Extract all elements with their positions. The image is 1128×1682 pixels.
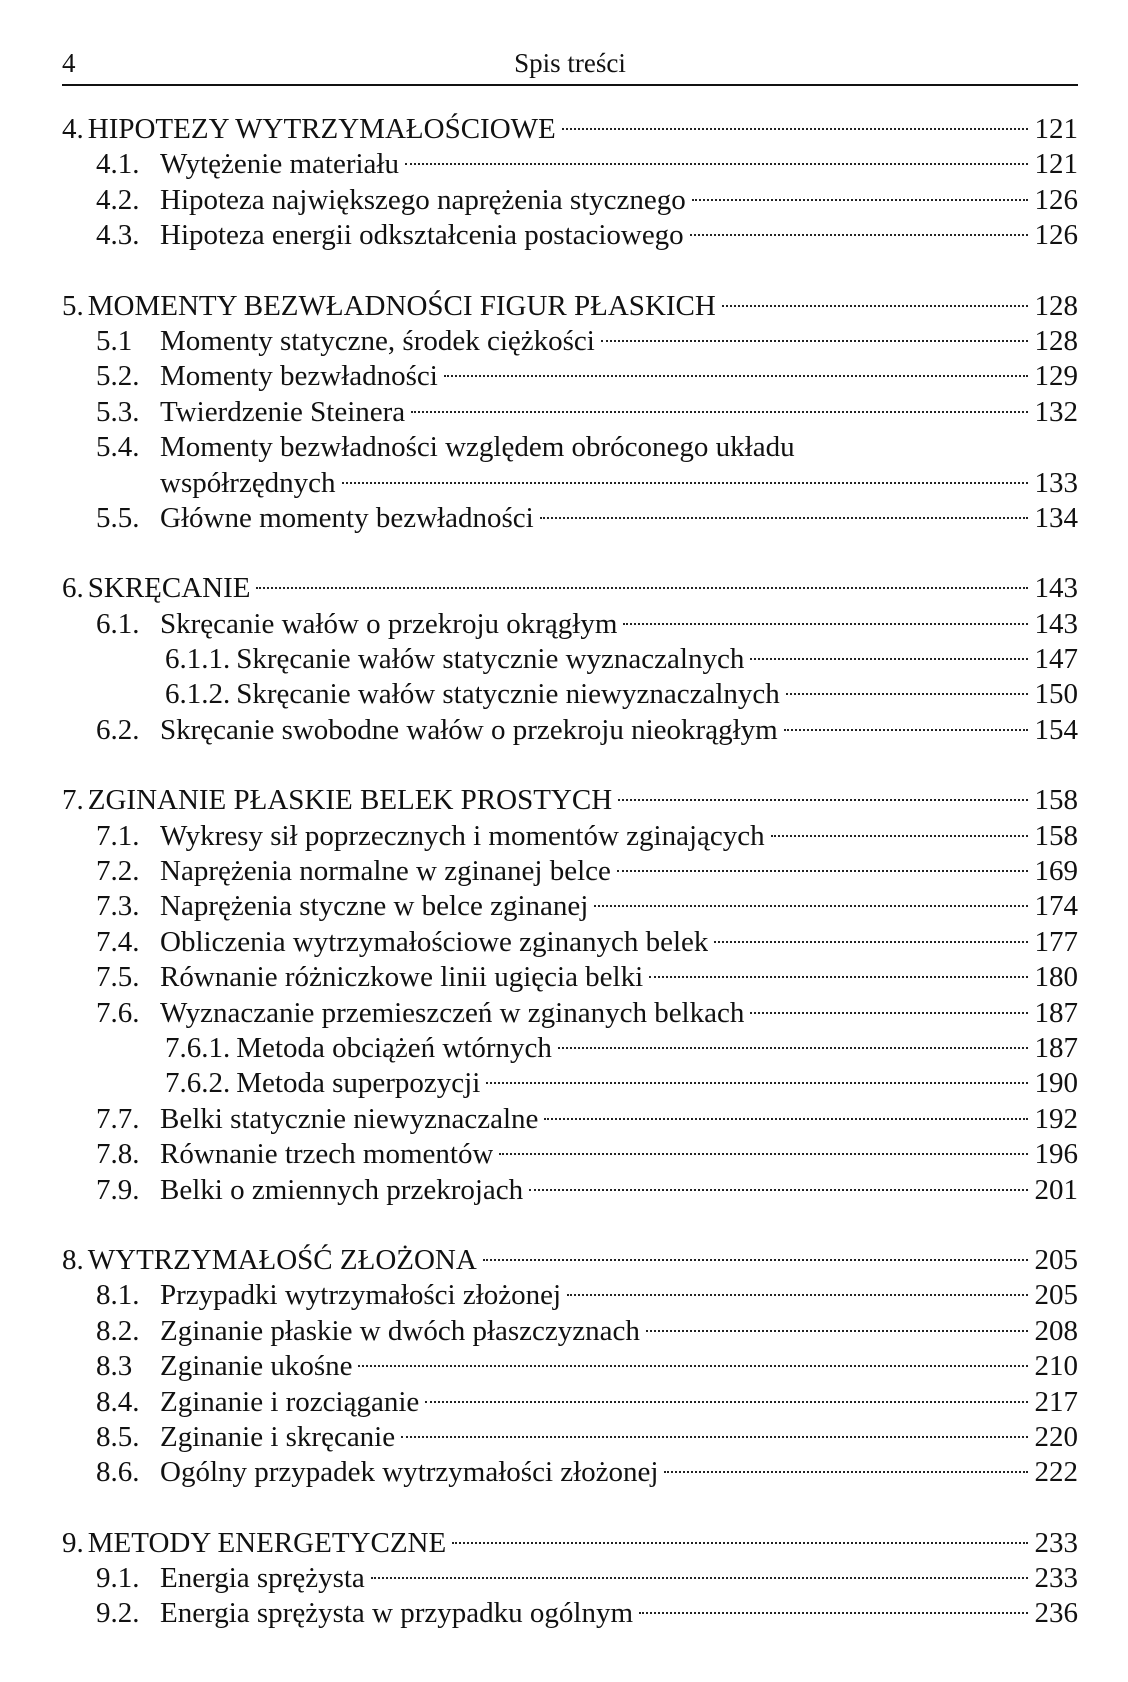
entry-title: Zginanie płaskie w dwóch płaszczyznach bbox=[160, 1314, 640, 1347]
dot-leader bbox=[405, 163, 1028, 165]
toc-entry bbox=[62, 996, 1078, 1031]
toc-entry bbox=[62, 1420, 1078, 1455]
entry-page: 233 bbox=[1034, 1526, 1078, 1559]
entry-page: 154 bbox=[1034, 713, 1078, 746]
entry-page: 205 bbox=[1034, 1243, 1078, 1276]
entry-number: 8.5. bbox=[96, 1420, 140, 1453]
entry-page: 174 bbox=[1034, 890, 1078, 923]
entry-page: 128 bbox=[1034, 289, 1078, 322]
entry-number: 7.8. bbox=[96, 1138, 140, 1171]
chapter-heading bbox=[62, 289, 1078, 324]
toc-entry bbox=[62, 359, 1078, 394]
entry-page: 190 bbox=[1034, 1067, 1078, 1100]
chapter-block bbox=[62, 289, 1078, 537]
toc-entry bbox=[62, 607, 1078, 642]
entry-page: 233 bbox=[1034, 1562, 1078, 1595]
entry-page: 192 bbox=[1034, 1102, 1078, 1135]
entry-title: Zginanie i rozciąganie bbox=[160, 1385, 420, 1418]
entry-number: 6.1.1. bbox=[165, 643, 231, 676]
entry-title: Hipoteza największego naprężenia stycznego bbox=[160, 183, 686, 216]
toc-entry bbox=[62, 1596, 1078, 1631]
entry-page: 134 bbox=[1034, 501, 1078, 534]
dot-leader bbox=[411, 411, 1028, 413]
entry-title: WYTRZYMAŁOŚĆ ZŁOŻONA bbox=[87, 1243, 477, 1276]
entry-page: 187 bbox=[1034, 1031, 1078, 1064]
dot-leader bbox=[618, 799, 1028, 801]
entry-number: 5.3. bbox=[96, 395, 140, 428]
entry-number: 8.4. bbox=[96, 1385, 140, 1418]
entry-title: Przypadki wytrzymałości złożonej bbox=[160, 1279, 562, 1312]
toc-entry bbox=[62, 218, 1078, 253]
entry-title: Obliczenia wytrzymałościowe zginanych belek bbox=[160, 925, 709, 958]
entry-page: 133 bbox=[1034, 466, 1078, 499]
toc-entry bbox=[62, 677, 1078, 712]
dot-leader bbox=[623, 623, 1028, 625]
toc-entry bbox=[62, 501, 1078, 536]
entry-title: SKRĘCANIE bbox=[87, 572, 251, 605]
entry-page: 129 bbox=[1034, 360, 1078, 393]
dot-leader bbox=[784, 729, 1028, 731]
dot-leader bbox=[594, 905, 1028, 907]
entry-number: 7.6. bbox=[96, 996, 140, 1029]
entry-page: 158 bbox=[1034, 819, 1078, 852]
dot-leader bbox=[486, 1082, 1028, 1084]
entry-page: 205 bbox=[1034, 1279, 1078, 1312]
entry-page: 158 bbox=[1034, 784, 1078, 817]
entry-title: Wykresy sił poprzecznych i momentów zginających bbox=[160, 819, 765, 852]
entry-title: METODY ENERGETYCZNE bbox=[87, 1526, 447, 1559]
entry-page: 132 bbox=[1034, 395, 1078, 428]
entry-page: 143 bbox=[1034, 607, 1078, 640]
toc-entry-continuation bbox=[62, 466, 1078, 501]
entry-page: 217 bbox=[1034, 1385, 1078, 1418]
entry-number: 8. bbox=[62, 1243, 84, 1276]
toc-entry bbox=[62, 642, 1078, 677]
dot-leader bbox=[256, 587, 1028, 589]
entry-number: 7.4. bbox=[96, 925, 140, 958]
dot-leader bbox=[617, 870, 1028, 872]
entry-number: 7.6.2. bbox=[165, 1067, 231, 1100]
entry-title: Hipoteza energii odkształcenia postaciowego bbox=[160, 219, 684, 252]
entry-title: HIPOTEZY WYTRZYMAŁOŚCIOWE bbox=[87, 113, 556, 145]
toc-entry bbox=[62, 1278, 1078, 1313]
entry-number: 6.1.2. bbox=[165, 678, 231, 711]
entry-page: 196 bbox=[1034, 1138, 1078, 1171]
entry-number: 7. bbox=[62, 784, 84, 817]
dot-leader bbox=[401, 1436, 1028, 1438]
entry-title: Skręcanie wałów o przekroju okrągłym bbox=[160, 607, 618, 640]
entry-number: 9.1. bbox=[96, 1562, 140, 1595]
entry-number: 4.1. bbox=[96, 148, 140, 181]
entry-title: Belki o zmiennych przekrojach bbox=[160, 1173, 524, 1206]
entry-number: 7.5. bbox=[96, 961, 140, 994]
entry-title: Równanie trzech momentów bbox=[160, 1138, 494, 1171]
toc-entry bbox=[62, 395, 1078, 430]
dot-leader bbox=[664, 1471, 1028, 1473]
chapter-block bbox=[62, 112, 1078, 254]
entry-number: 7.7. bbox=[96, 1102, 140, 1135]
entry-number: 5.1 bbox=[96, 324, 133, 357]
dot-leader bbox=[371, 1577, 1028, 1579]
toc-entry bbox=[62, 819, 1078, 854]
toc-entry bbox=[62, 1102, 1078, 1137]
dot-leader bbox=[540, 517, 1028, 519]
dot-leader bbox=[425, 1401, 1028, 1403]
entry-number: 4.3. bbox=[96, 219, 140, 252]
chapter-block bbox=[62, 783, 1078, 1208]
toc-entry bbox=[62, 960, 1078, 995]
entry-page: 222 bbox=[1034, 1456, 1078, 1489]
entry-number: 6. bbox=[62, 572, 84, 605]
dot-leader bbox=[483, 1259, 1028, 1261]
dot-leader bbox=[646, 1330, 1028, 1332]
entry-page: 121 bbox=[1034, 148, 1078, 181]
entry-number: 5.4. bbox=[96, 431, 140, 464]
entry-number: 8.3 bbox=[96, 1350, 133, 1383]
dot-leader bbox=[750, 1012, 1028, 1014]
dot-leader bbox=[544, 1118, 1028, 1120]
entry-number: 6.1. bbox=[96, 607, 140, 640]
page-header bbox=[62, 48, 1078, 86]
toc-entry bbox=[62, 1561, 1078, 1596]
entry-title: ZGINANIE PŁASKIE BELEK PROSTYCH bbox=[87, 784, 613, 817]
entry-title: Momenty bezwładności bbox=[160, 360, 438, 393]
dot-leader bbox=[342, 482, 1028, 484]
toc-entry bbox=[62, 1173, 1078, 1208]
dot-leader bbox=[786, 693, 1028, 695]
entry-page: 143 bbox=[1034, 572, 1078, 605]
entry-number: 9.2. bbox=[96, 1597, 140, 1630]
toc-entry bbox=[62, 183, 1078, 218]
toc-entry bbox=[62, 889, 1078, 924]
toc-entry bbox=[62, 925, 1078, 960]
entry-page: 126 bbox=[1034, 219, 1078, 252]
entry-title: Skręcanie wałów statycznie wyznaczalnych bbox=[236, 643, 745, 676]
entry-title: Zginanie i skręcanie bbox=[160, 1420, 396, 1453]
dot-leader bbox=[567, 1294, 1028, 1296]
dot-leader bbox=[562, 128, 1028, 130]
entry-page: 187 bbox=[1034, 996, 1078, 1029]
entry-page: 201 bbox=[1034, 1173, 1078, 1206]
chapter-heading bbox=[62, 1526, 1078, 1561]
dot-leader bbox=[692, 199, 1028, 201]
entry-number: 5.2. bbox=[96, 360, 140, 393]
chapter-heading bbox=[62, 1243, 1078, 1278]
toc-entry-first-line bbox=[62, 430, 1078, 465]
toc-entry bbox=[62, 1455, 1078, 1490]
entry-title: Metoda superpozycji bbox=[236, 1067, 481, 1100]
chapter-block bbox=[62, 1526, 1078, 1632]
entry-title: Naprężenia normalne w zginanej belce bbox=[160, 855, 611, 888]
chapter-heading bbox=[62, 783, 1078, 818]
entry-title: Twierdzenie Steinera bbox=[160, 395, 406, 428]
dot-leader bbox=[771, 835, 1028, 837]
toc-entry bbox=[62, 1314, 1078, 1349]
entry-title: Naprężenia styczne w belce zginanej bbox=[160, 890, 589, 923]
dot-leader bbox=[714, 941, 1028, 943]
toc-entry bbox=[62, 1066, 1078, 1101]
toc-entry bbox=[62, 1349, 1078, 1384]
entry-page: 128 bbox=[1034, 324, 1078, 357]
dot-leader bbox=[499, 1153, 1028, 1155]
dot-leader bbox=[750, 658, 1028, 660]
entry-page: 210 bbox=[1034, 1350, 1078, 1383]
dot-leader bbox=[690, 234, 1028, 236]
entry-number: 4. bbox=[62, 113, 84, 145]
entry-page: 147 bbox=[1034, 643, 1078, 676]
entry-page: 177 bbox=[1034, 925, 1078, 958]
chapter-block bbox=[62, 571, 1078, 748]
entry-number: 7.9. bbox=[96, 1173, 140, 1206]
entry-title: Momenty statyczne, środek ciężkości bbox=[160, 324, 595, 357]
table-of-contents bbox=[62, 112, 1078, 1667]
entry-number: 7.6.1. bbox=[165, 1031, 231, 1064]
chapter-heading bbox=[62, 571, 1078, 606]
entry-number: 6.2. bbox=[96, 713, 140, 746]
entry-number: 5.5. bbox=[96, 501, 140, 534]
entry-title: Główne momenty bezwładności bbox=[160, 501, 534, 534]
entry-number: 4.2. bbox=[96, 183, 140, 216]
entry-title: Momenty bezwładności względem obróconego układu bbox=[160, 431, 795, 464]
entry-number: 5. bbox=[62, 289, 84, 322]
entry-number: 7.3. bbox=[96, 890, 140, 923]
entry-title-continuation: współrzędnych bbox=[160, 466, 336, 499]
entry-page: 121 bbox=[1034, 113, 1078, 145]
entry-page: 220 bbox=[1034, 1420, 1078, 1453]
entry-title: Skręcanie swobodne wałów o przekroju nieokrągłym bbox=[160, 713, 778, 746]
entry-page: 208 bbox=[1034, 1314, 1078, 1347]
entry-title: Wytężenie materiału bbox=[160, 148, 399, 181]
dot-leader bbox=[649, 976, 1028, 978]
entry-title: Wyznaczanie przemieszczeń w zginanych belkach bbox=[160, 996, 745, 1029]
dot-leader bbox=[358, 1365, 1028, 1367]
entry-title: Skręcanie wałów statycznie niewyznaczalnych bbox=[236, 678, 780, 711]
running-title: Spis treści bbox=[514, 48, 626, 78]
toc-entry bbox=[62, 147, 1078, 182]
toc-entry bbox=[62, 1137, 1078, 1172]
dot-leader bbox=[529, 1189, 1028, 1191]
entry-number: 8.2. bbox=[96, 1314, 140, 1347]
entry-title: Belki statycznie niewyznaczalne bbox=[160, 1102, 539, 1135]
entry-title: Ogólny przypadek wytrzymałości złożonej bbox=[160, 1456, 659, 1489]
toc-entry bbox=[62, 713, 1078, 748]
dot-leader bbox=[601, 340, 1028, 342]
dot-leader bbox=[444, 375, 1028, 377]
toc-entry bbox=[62, 1031, 1078, 1066]
dot-leader bbox=[639, 1612, 1028, 1614]
toc-entry bbox=[62, 324, 1078, 359]
entry-title: Energia sprężysta bbox=[160, 1562, 365, 1595]
entry-page: 236 bbox=[1034, 1597, 1078, 1630]
entry-page: 150 bbox=[1034, 678, 1078, 711]
entry-number: 7.1. bbox=[96, 819, 140, 852]
dot-leader bbox=[722, 305, 1028, 307]
entry-number: 8.6. bbox=[96, 1456, 140, 1489]
entry-number: 9. bbox=[62, 1526, 84, 1559]
toc-entry bbox=[62, 854, 1078, 889]
chapter-block bbox=[62, 1243, 1078, 1491]
entry-title: Równanie różniczkowe linii ugięcia belki bbox=[160, 961, 644, 994]
entry-number: 7.2. bbox=[96, 855, 140, 888]
entry-page: 169 bbox=[1034, 855, 1078, 888]
entry-title: MOMENTY BEZWŁADNOŚCI FIGUR PŁASKICH bbox=[87, 289, 716, 322]
entry-page: 180 bbox=[1034, 961, 1078, 994]
entry-page: 126 bbox=[1034, 183, 1078, 216]
page-number: 4 bbox=[62, 48, 76, 78]
entry-number: 8.1. bbox=[96, 1279, 140, 1312]
dot-leader bbox=[558, 1047, 1028, 1049]
entry-title: Energia sprężysta w przypadku ogólnym bbox=[160, 1597, 634, 1630]
entry-title: Zginanie ukośne bbox=[160, 1350, 353, 1383]
chapter-heading bbox=[62, 112, 1078, 147]
entry-title: Metoda obciążeń wtórnych bbox=[236, 1031, 552, 1064]
toc-entry bbox=[62, 1385, 1078, 1420]
dot-leader bbox=[452, 1542, 1028, 1544]
